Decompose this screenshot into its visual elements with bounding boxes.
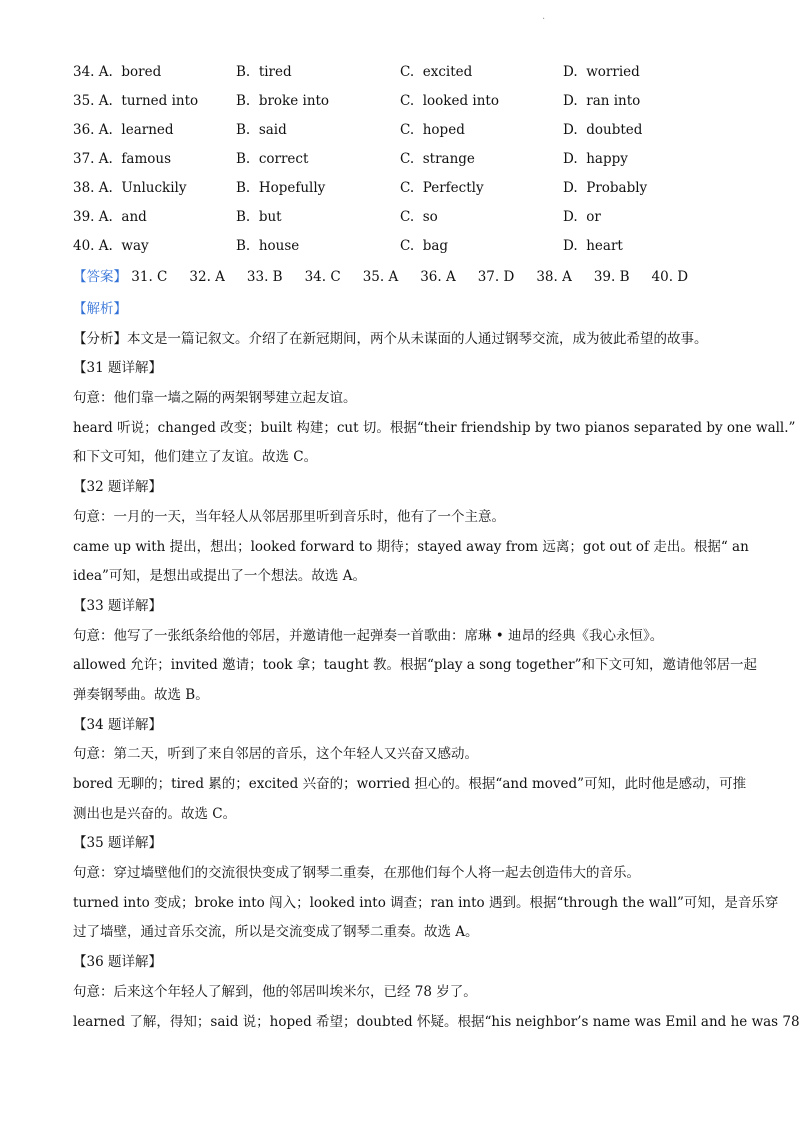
option-text: heart [586, 238, 623, 254]
answer-line [73, 266, 710, 288]
option-cell [73, 174, 187, 203]
option-cell [236, 58, 292, 87]
analysis-line: 句意：一月的一天，当年轻人从邻居那里听到音乐时，他有了一个主意。 [73, 508, 505, 525]
option-label: 39. A. [73, 209, 113, 225]
option-label: 34. A. [73, 64, 113, 80]
option-label: 37. A. [73, 151, 113, 167]
option-text: but [258, 209, 282, 225]
option-text: so [422, 209, 438, 225]
option-text: strange [422, 151, 475, 167]
analysis-line: 【35 题详解】 [73, 835, 162, 852]
option-text: broke into [258, 93, 330, 109]
option-text: said [258, 122, 287, 138]
analysis-line: 句意：第二天，听到了来自邻居的音乐，这个年轻人又兴奋又感动。 [73, 746, 478, 763]
analysis-line: came up with 提出，想出；looked forward to 期待；stayed away from 远离；got out of 走出。根据“ an [73, 538, 749, 555]
option-text: worried [586, 64, 640, 80]
option-cell [236, 145, 308, 174]
option-label: C. [400, 180, 415, 196]
option-table [73, 58, 773, 261]
option-text: or [586, 209, 601, 225]
analysis-line: 过了墙壁，通过音乐交流，所以是交流变成了钢琴二重奏。故选 A。 [73, 924, 479, 941]
option-text: house [258, 238, 300, 254]
option-text: turned into [121, 93, 199, 109]
option-label: D. [563, 122, 578, 138]
option-label: D. [563, 180, 578, 196]
analysis-tag: 【解析】 [73, 301, 127, 317]
analysis-line: 弹奏钢琴曲。故选 B。 [73, 686, 209, 703]
option-text: bored [121, 64, 162, 80]
option-cell [400, 145, 475, 174]
analysis-line: learned 了解，得知；said 说；hoped 希望；doubted 怀疑。根据“his neighbor’s name was Emil and he was 78 [73, 1013, 800, 1030]
answer-item: 34. C [304, 269, 341, 285]
analysis-content [73, 295, 800, 1037]
option-cell [563, 232, 623, 261]
option-label: C. [400, 64, 415, 80]
option-label: D. [563, 209, 578, 225]
option-cell [563, 58, 640, 87]
option-text: correct [258, 151, 309, 167]
option-cell [563, 145, 628, 174]
option-cell [400, 232, 448, 261]
option-cell [563, 87, 640, 116]
option-cell [73, 116, 174, 145]
option-text: learned [121, 122, 174, 138]
option-label: C. [400, 209, 415, 225]
analysis-line: allowed 允许；invited 邀请；took 拿；taught 教。根据“play a song together”和下文可知，邀请他邻居一起 [73, 657, 757, 674]
analysis-line: 【分析】本文是一篇记叙文。介绍了在新冠期间，两个从未谋面的人通过钢琴交流，成为彼此希望的故事。 [73, 330, 708, 347]
option-text: Perfectly [422, 180, 484, 196]
answer-item: 37. D [477, 269, 515, 285]
option-label: D. [563, 238, 578, 254]
analysis-line: 【33 题详解】 [73, 597, 162, 614]
option-label: C. [400, 151, 415, 167]
option-label: C. [400, 238, 415, 254]
option-label: B. [236, 64, 251, 80]
option-row [73, 174, 773, 203]
option-text: Probably [586, 180, 648, 196]
option-text: doubted [586, 122, 643, 138]
answer-item: 32. A [189, 269, 225, 285]
answer-item: 40. D [651, 269, 689, 285]
analysis-line: 句意：后来这个年轻人了解到，他的邻居叫埃米尔，已经 78 岁了。 [73, 983, 477, 1000]
option-cell [73, 203, 147, 232]
analysis-line: 【32 题详解】 [73, 479, 162, 496]
option-text: hoped [422, 122, 465, 138]
analysis-line: 和下文可知，他们建立了友谊。故选 C。 [73, 449, 318, 466]
option-cell [400, 174, 484, 203]
option-cell [73, 87, 198, 116]
option-cell [236, 203, 282, 232]
option-row [73, 232, 773, 261]
option-row [73, 87, 773, 116]
option-label: D. [563, 151, 578, 167]
answer-item: 39. B [593, 269, 630, 285]
option-cell [73, 58, 161, 87]
answer-item: 33. B [246, 269, 283, 285]
analysis-line: bored 无聊的；tired 累的；excited 兴奋的；worried 担心的。根据“and moved”可知，此时他是感动，可推 [73, 776, 747, 792]
option-label: 38. A. [73, 180, 113, 196]
option-text: excited [422, 64, 473, 80]
option-cell [73, 145, 171, 174]
option-label: D. [563, 64, 578, 80]
option-text: looked into [422, 93, 499, 109]
option-cell [563, 116, 642, 145]
option-text: Hopefully [258, 180, 326, 196]
option-label: B. [236, 151, 251, 167]
analysis-line: heard 听说；changed 改变；built 构建；cut 切。根据“their friendship by two pianos separated by one wall.” [73, 419, 796, 436]
answer-tag: 【答案】 [73, 269, 127, 285]
analysis-line: 测出也是兴奋的。故选 C。 [73, 805, 237, 822]
option-label: B. [236, 122, 251, 138]
analysis-line: idea”可知，是想出或提出了一个想法。故选 A。 [73, 568, 366, 585]
option-row [73, 116, 773, 145]
answer-item: 35. A [362, 269, 399, 285]
option-label: 35. A. [73, 93, 113, 109]
option-text: and [121, 209, 147, 225]
option-text: Unluckily [121, 180, 187, 196]
analysis-line: 句意：穿过墙壁他们的交流很快变成了钢琴二重奏，在那他们每个人将一起去创造伟大的音乐。 [73, 865, 640, 882]
option-row [73, 58, 773, 87]
option-cell [400, 203, 438, 232]
analysis-line: 句意：他们靠一墙之隔的两架钢琴建立起友谊。 [73, 390, 357, 407]
option-text: bag [422, 238, 449, 254]
analysis-line: 句意：他写了一张纸条给他的邻居，并邀请他一起弹奏一首歌曲：席琳 • 迪昂的经典《我心永恒》。 [73, 627, 664, 644]
page-mark-dot: · [542, 14, 546, 25]
option-label: B. [236, 180, 251, 196]
answer-item: 31. C [131, 269, 168, 285]
option-row [73, 203, 773, 232]
option-label: B. [236, 238, 251, 254]
option-cell [400, 116, 465, 145]
option-label: B. [236, 93, 251, 109]
option-label: C. [400, 122, 415, 138]
option-cell [236, 174, 325, 203]
option-cell [236, 116, 287, 145]
option-text: famous [121, 151, 172, 167]
option-label: D. [563, 93, 578, 109]
analysis-line: 【36 题详解】 [73, 954, 162, 971]
option-cell [400, 58, 472, 87]
analysis-line: 【34 题详解】 [73, 716, 162, 733]
option-text: ran into [586, 93, 641, 109]
option-text: tired [258, 64, 292, 80]
answer-item: 36. A [420, 269, 456, 285]
analysis-line: turned into 变成；broke into 闯入；looked into 调查；ran into 遇到。根据“through the wall”可知，是音乐穿 [73, 894, 779, 911]
analysis-line: 【31 题详解】 [73, 360, 162, 377]
option-label: 40. A. [73, 238, 113, 254]
option-label: B. [236, 209, 251, 225]
option-cell [563, 203, 601, 232]
answer-item: 38. A [536, 269, 572, 285]
option-label: 36. A. [73, 122, 113, 138]
option-cell [236, 232, 299, 261]
option-cell [563, 174, 647, 203]
option-row [73, 145, 773, 174]
option-cell [236, 87, 329, 116]
option-text: way [121, 238, 149, 254]
option-label: C. [400, 93, 415, 109]
option-cell [73, 232, 149, 261]
option-text: happy [586, 151, 628, 167]
option-cell [400, 87, 499, 116]
